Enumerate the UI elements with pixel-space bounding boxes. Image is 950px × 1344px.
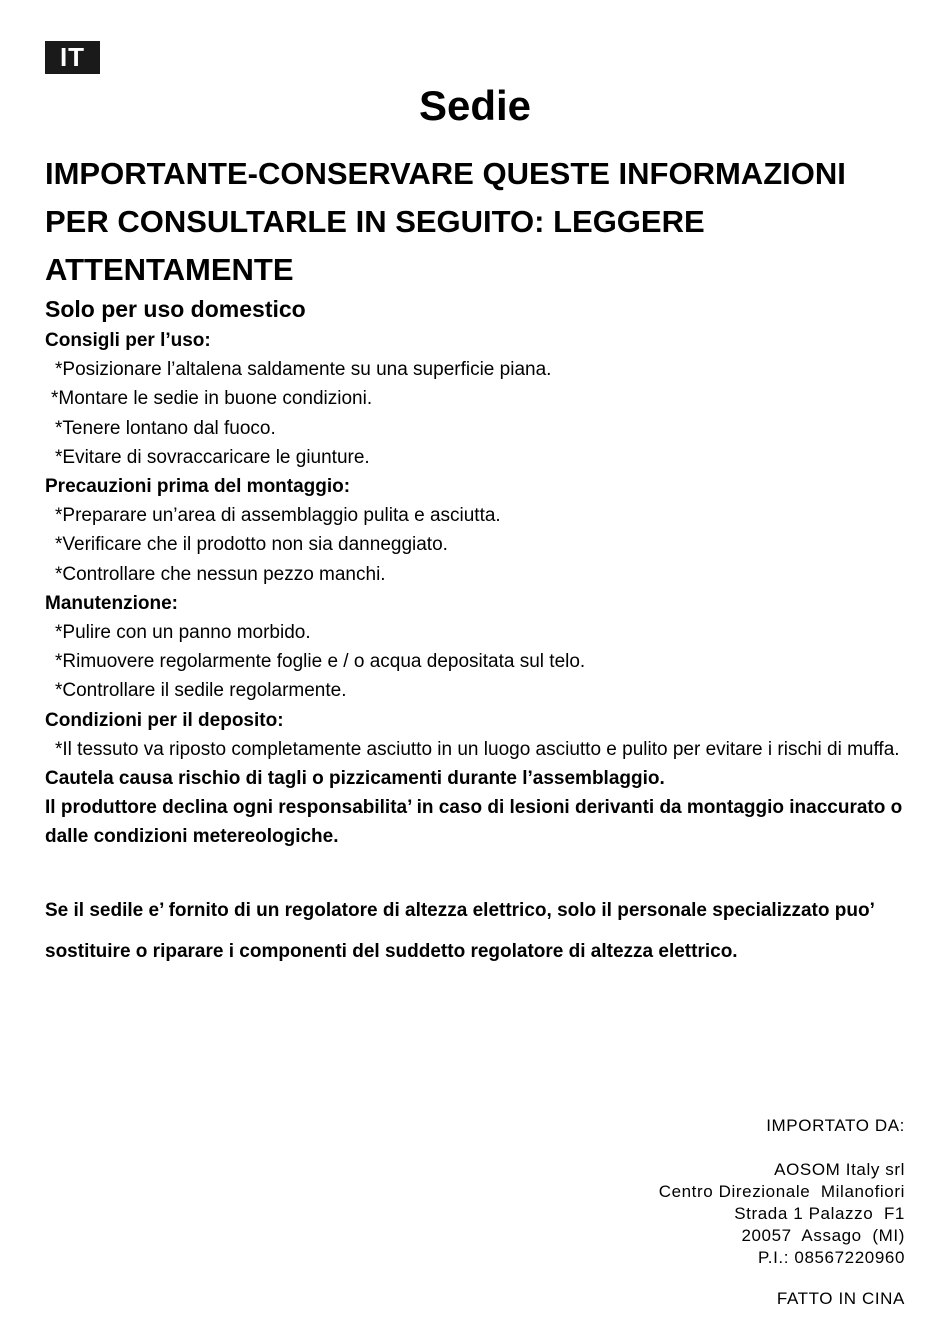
list-item: *Montare le sedie in buone condizioni. (51, 388, 373, 410)
importer-label: IMPORTATO DA: (766, 1116, 905, 1135)
electric-regulator-notice: Se il sedile e’ fornito di un regolatore di altezza elettrico, solo il personale specializzato puo’ sostituire o riparare i componenti del suddetto regolatore di altezza elettrico. (45, 900, 874, 962)
list-item: *Controllare che nessun pezzo manchi. (55, 563, 386, 585)
language-badge: IT (45, 41, 100, 74)
page-title: Sedie (418, 82, 532, 129)
section-title: Manutenzione: (45, 592, 178, 614)
section-precautions (45, 472, 910, 589)
list-item: *Rimuovere regolarmente foglie e / o acqua depositata sul telo. (55, 651, 586, 673)
instructions-body (45, 326, 910, 852)
list-item: *Pulire con un panno morbido. (55, 622, 311, 644)
household-use-subheading: Solo per uso domestico (45, 296, 306, 322)
importer-vat: P.I.: 08567220960 (758, 1248, 905, 1267)
importer-address-1: Centro Direzionale Milanofiori (658, 1182, 905, 1201)
section-storage (45, 706, 910, 764)
section-usage (45, 326, 910, 472)
list-item: *Verificare che il prodotto non sia danneggiato. (55, 534, 448, 556)
importer-address-2: Strada 1 Palazzo F1 (734, 1204, 905, 1223)
section-title: Precauzioni prima del montaggio: (45, 476, 351, 498)
list-item: *Preparare un’area di assemblaggio pulita e asciutta. (55, 505, 501, 527)
section-title: Consigli per l’uso: (45, 330, 211, 351)
warning-liability: Il produttore declina ogni responsabilita’ in caso di lesioni derivanti da montaggio inaccurato o dalle condizioni metereologiche. (45, 797, 903, 848)
section-title: Condizioni per il deposito: (45, 709, 284, 731)
important-heading: IMPORTANTE-CONSERVARE QUESTE INFORMAZIONI PER CONSULTARLE IN SEGUITO: LEGGERE ATTENTAMENTE (45, 156, 846, 287)
list-item: *Tenere lontano dal fuoco. (55, 417, 276, 439)
warning-cuts: Cautela causa rischio di tagli o pizzicamenti durante l’assemblaggio. (45, 768, 665, 790)
importer-block (659, 1115, 905, 1269)
made-in-label: FATTO IN CINA (776, 1289, 905, 1308)
list-item: *Evitare di sovraccaricare le giunture. (55, 446, 370, 468)
importer-city: 20057 Assago (MI) (741, 1226, 905, 1245)
list-item: *Il tessuto va riposto completamente asciutto in un luogo asciutto e pulito per evitare i rischi di muffa. (55, 738, 900, 760)
importer-company: AOSOM Italy srl (774, 1160, 905, 1179)
list-item: *Posizionare l’altalena saldamente su una superficie piana. (55, 359, 552, 381)
section-maintenance (45, 589, 910, 706)
list-item: *Controllare il sedile regolarmente. (55, 680, 347, 702)
